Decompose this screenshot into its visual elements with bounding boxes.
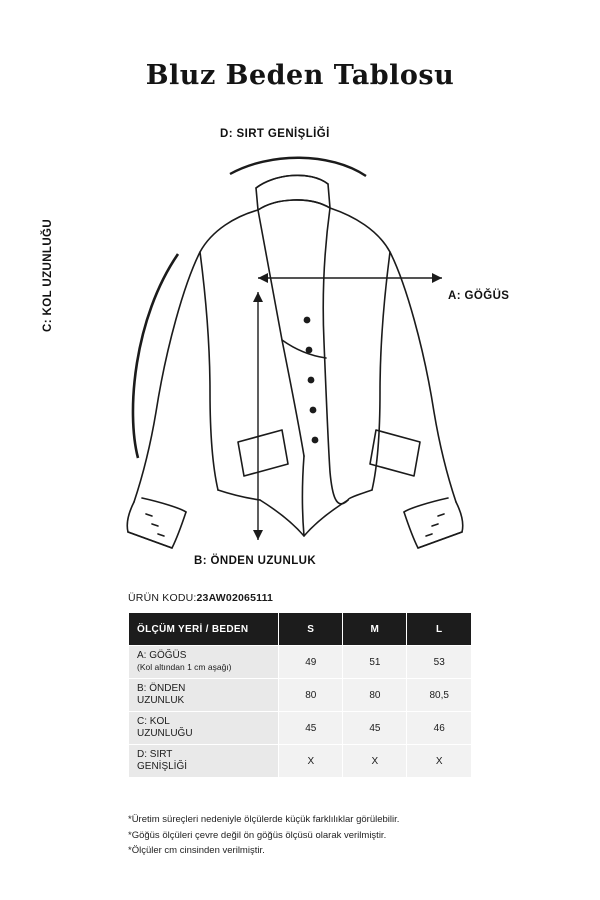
row-label-back-width-sub: GENİŞLİĞİ [137, 761, 188, 772]
header-size-l: L [407, 613, 472, 646]
product-code-value: 23AW02065111 [196, 592, 274, 604]
garment-diagram [42, 112, 540, 582]
cell-back-width-m: X [343, 745, 407, 778]
header-size-m: M [343, 613, 407, 646]
back-width-arc [230, 158, 366, 176]
page-title: Bluz Beden Tablosu [145, 60, 455, 91]
row-label-back-width-main: D: SIRT [137, 748, 173, 760]
row-label-sleeve-length [129, 712, 279, 745]
notes-block [128, 812, 528, 859]
chest-arrow [258, 273, 442, 283]
row-label-front-length [129, 679, 279, 712]
label-back-width: D: SIRT GENİŞLİĞİ [220, 128, 330, 140]
table-row [129, 679, 472, 712]
cell-back-width-s: X [279, 745, 343, 778]
cell-front-length-l: 80,5 [407, 679, 472, 712]
row-label-front-length-main: B: ÖNDEN [137, 682, 186, 694]
cell-sleeve-length-l: 46 [407, 712, 472, 745]
label-front-length: B: ÖNDEN UZUNLUK [194, 555, 317, 567]
header-size-s: S [279, 613, 343, 646]
row-label-chest [129, 646, 279, 679]
blouse-illustration [60, 112, 540, 582]
table-row [129, 712, 472, 745]
row-label-chest-main: A: GÖĞÜS [137, 649, 187, 661]
row-label-sleeve-length-sub: UZUNLUĞU [137, 728, 193, 739]
row-label-sleeve-length-main: C: KOL [137, 715, 170, 727]
sleeve-length-arc [133, 254, 178, 458]
cell-back-width-l: X [407, 745, 472, 778]
note-1: *Üretim süreçleri nedeniyle ölçülerde küçük farklılıklar görülebilir. [128, 814, 400, 825]
table-row [129, 745, 472, 778]
cell-chest-s: 49 [279, 646, 343, 679]
header-measurement: ÖLÇÜM YERİ / BEDEN [129, 613, 279, 646]
cell-chest-m: 51 [343, 646, 407, 679]
label-sleeve-length: C: KOL UZUNLUĞU [42, 218, 54, 332]
table-row [129, 646, 472, 679]
cell-sleeve-length-s: 45 [279, 712, 343, 745]
size-table [128, 612, 472, 778]
label-chest: A: GÖĞÜS [448, 290, 510, 302]
cell-sleeve-length-m: 45 [343, 712, 407, 745]
row-label-front-length-sub: UZUNLUK [137, 695, 185, 706]
front-length-arrow [253, 292, 263, 540]
product-code [128, 592, 273, 604]
table-header-row [129, 613, 472, 646]
product-code-label: ÜRÜN KODU: [128, 592, 197, 604]
cell-chest-l: 53 [407, 646, 472, 679]
button-details [304, 317, 319, 444]
cell-front-length-m: 80 [343, 679, 407, 712]
cell-front-length-s: 80 [279, 679, 343, 712]
row-label-chest-sub: (Kol altından 1 cm aşağı) [137, 662, 232, 672]
row-label-back-width [129, 745, 279, 778]
note-2: *Göğüs ölçüleri çevre değil ön göğüs ölçüsü olarak verilmiştir. [128, 829, 387, 841]
note-3: *Ölçüler cm cinsinden verilmiştir. [128, 845, 265, 857]
